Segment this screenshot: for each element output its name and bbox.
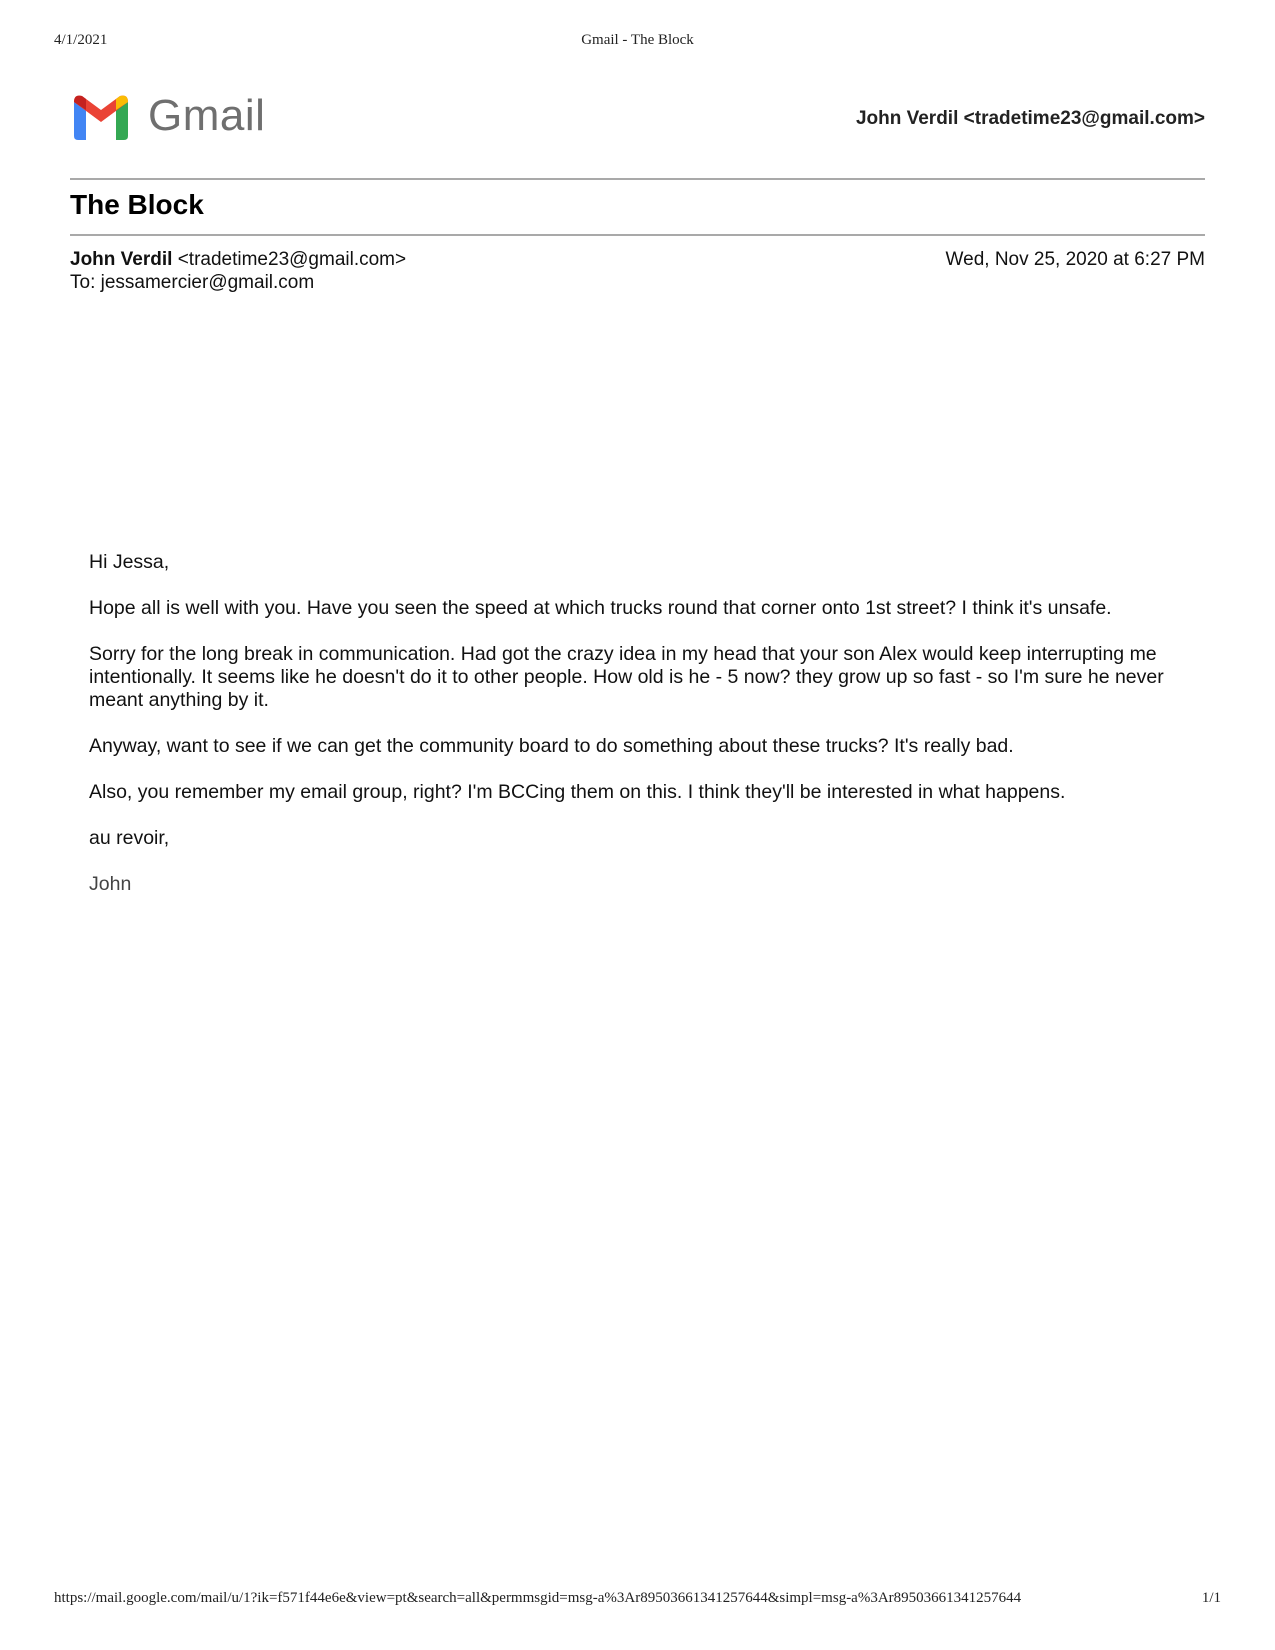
gmail-logo (70, 92, 265, 140)
gmail-m-icon (70, 92, 132, 140)
print-title: Gmail - The Block (581, 32, 694, 48)
sender-email: <tradetime23@gmail.com> (177, 249, 407, 270)
body-paragraph: Also, you remember my email group, right? I'm BCCing them on this. I think they'll be interested in what happens. (89, 781, 1066, 803)
recipient-line: To: jessamercier@gmail.com (70, 272, 315, 293)
signature: John (89, 873, 132, 895)
print-header (54, 32, 1221, 52)
print-url: https://mail.google.com/mail/u/1?ik=f571f44e6e&view=pt&search=all&permmsgid=msg-a%3Ar89503661341257644&simpl=msg-a%3Ar89503661341257644 (54, 1590, 1022, 1606)
page-number: 1/1 (1201, 1590, 1221, 1606)
body-paragraph: Anyway, want to see if we can get the community board to do something about these trucks? It's really bad. (89, 735, 1014, 757)
print-footer (54, 1590, 1221, 1610)
closing: au revoir, (89, 827, 170, 849)
body-paragraph: Sorry for the long break in communication. Had got the crazy idea in my head that your son Alex would keep interrupting me intentionally. It seems like he doesn't do it to other people. How old is he - 5 now? they grow up so fast - so I'm sure he never meant anything by it. (89, 643, 1164, 711)
message-body (89, 551, 1169, 919)
body-paragraph: Hope all is well with you. Have you seen the speed at which trucks round that corner onto 1st street? I think it's unsafe. (89, 597, 1112, 619)
greeting: Hi Jessa, (89, 551, 170, 573)
divider (70, 178, 1205, 180)
subject-heading: The Block (70, 189, 204, 220)
message-header (70, 248, 1205, 294)
gmail-wordmark: Gmail (148, 91, 266, 140)
sender-name: John Verdil (70, 249, 173, 270)
account-address: John Verdil <tradetime23@gmail.com> (855, 108, 1205, 129)
sent-date: Wed, Nov 25, 2020 at 6:27 PM (945, 249, 1205, 270)
print-date: 4/1/2021 (54, 32, 108, 48)
divider (70, 234, 1205, 236)
